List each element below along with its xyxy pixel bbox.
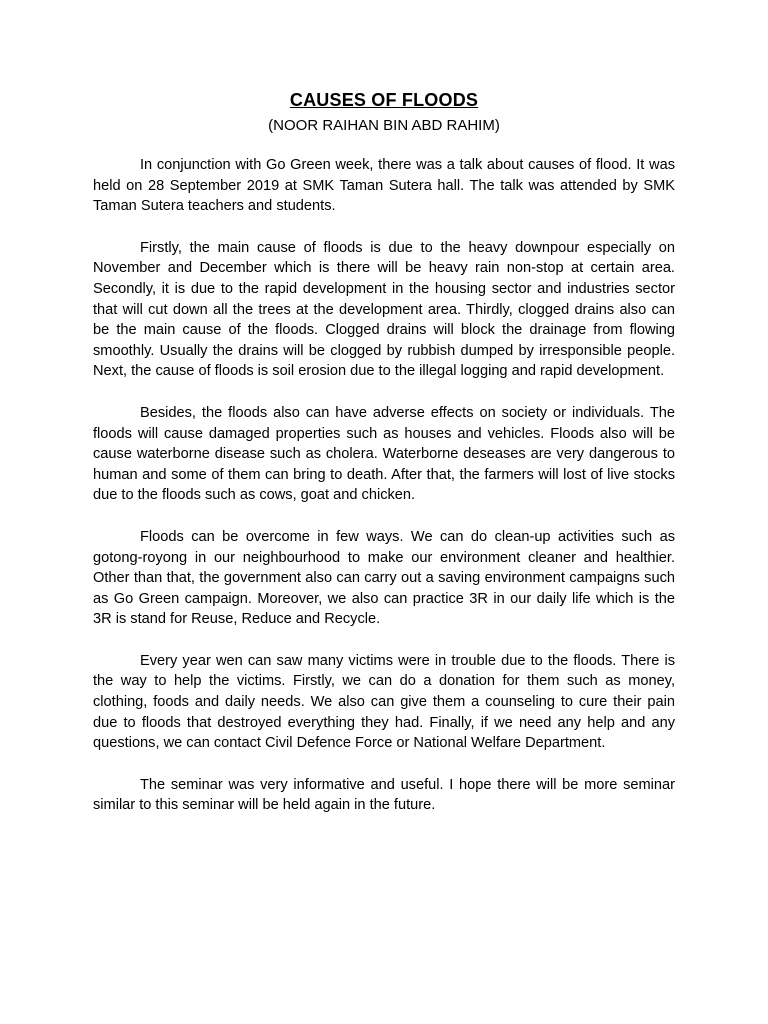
- paragraph-conclusion: The seminar was very informative and useful. I hope there will be more seminar similar to this seminar will be held again in the future.: [93, 776, 675, 814]
- document-title: CAUSES OF FLOODS: [289, 90, 479, 110]
- paragraph-introduction: In conjunction with Go Green week, there was a talk about causes of flood. It was held on 28 September 2019 at SMK Taman Sutera hall. The talk was attended by SMK Taman Sutera teachers and students.: [93, 157, 675, 215]
- paragraph-effects: Besides, the floods also can have adverse effects on society or individuals. The floods will cause damaged properties such as houses and vehicles. Floods also will be cause waterborne disease such as cholera. Waterborne deseases are very dangerous to human and some of them can bring to death. After that, the farmers will lost of live stocks due to the floods such as cows, goat and chicken.: [93, 404, 675, 504]
- paragraph-causes: Firstly, the main cause of floods is due to the heavy downpour especially on November and December which is there will be heavy rain non-stop at certain area. Secondly, it is due to the rapid development in the housing sector and industries sector that will cut down all the trees at the development area. Thirdly, clogged drains also can be the main cause of the floods. Clogged drains will block the drainage from flowing smoothly. Usually the drains will be clogged by rubbish dumped by irresponsible people. Next, the cause of floods is soil erosion due to the illegal logging and rapid development.: [93, 239, 675, 380]
- document-author: (NOOR RAIHAN BIN ABD RAHIM): [268, 117, 500, 134]
- paragraph-solutions: Floods can be overcome in few ways. We can do clean-up activities such as gotong-royong in our neighbourhood to make our environment cleaner and healthier. Other than that, the government also can carry out a saving environment campaigns such as Go Green campaign. Moreover, we also can practice 3R in our daily life which is the 3R is stand for Reuse, Reduce and Recycle.: [93, 528, 675, 628]
- paragraph-helping-victims: Every year wen can saw many victims were in trouble due to the floods. There is the way to help the victims. Firstly, we can do a donation for them such as money, clothing, foods and daily needs. We also can give them a counseling to cure their pain due to floods that destroyed everything they had. Finally, if we need any help and any questions, we can contact Civil Defence Force or National Welfare Department.: [93, 652, 675, 752]
- document-body: [93, 155, 675, 837]
